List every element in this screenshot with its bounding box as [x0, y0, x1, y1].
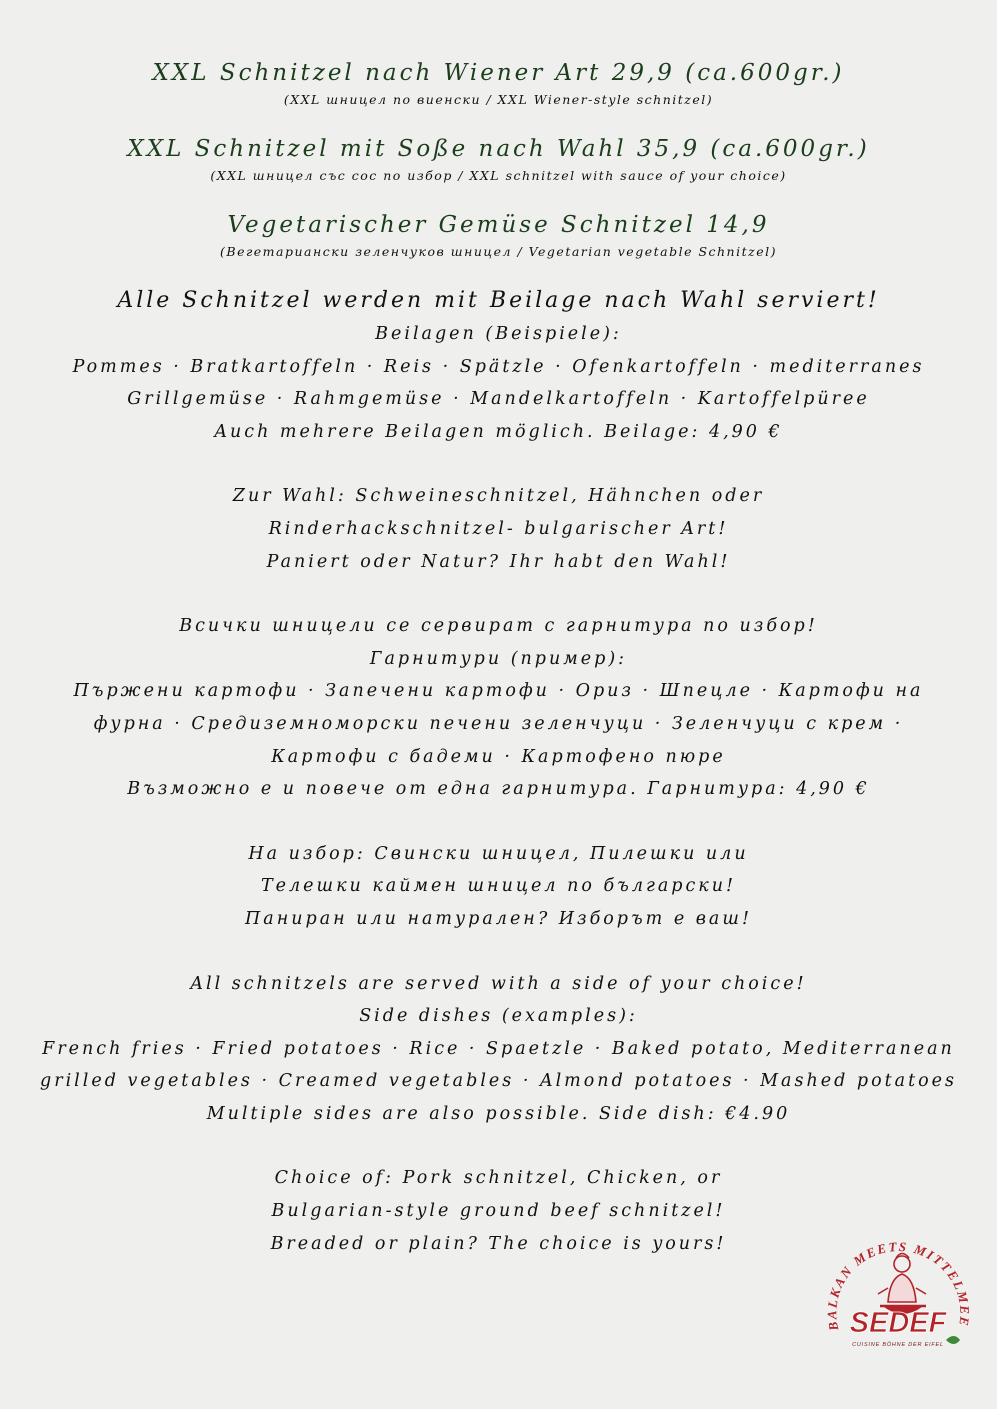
bulgarian-title: Всички шницели се сервират с гарнитура по избор! — [179, 616, 818, 637]
dish-item — [0, 56, 997, 110]
menu-page — [0, 56, 997, 1260]
english-sides-line: grilled vegetables · Creamed vegetables · Almond potatoes · Mashed potatoes — [40, 1071, 957, 1092]
english-choice-line: Choice of: Pork schnitzel, Chicken, or — [274, 1168, 723, 1189]
german-title: Alle Schnitzel werden mit Beilage nach Wahl serviert! — [117, 288, 880, 313]
bulgarian-sides-line: Пържени картофи · Запечени картофи · Ориз · Шпецле · Картофи на — [73, 681, 924, 702]
german-sides-heading: Beilagen (Beispiele): — [375, 324, 622, 344]
english-choice-line: Bulgarian-style ground beef schnitzel! — [271, 1201, 726, 1222]
german-choice-line: Rinderhackschnitzel- bulgarischer Art! — [268, 518, 729, 539]
bulgarian-sides-price: Възможно е и повече от една гарнитура. Гарнитура: 4,90 € — [127, 779, 870, 800]
german-sides-price: Auch mehrere Beilagen möglich. Beilage: 4,90 € — [214, 421, 783, 442]
english-sides-price: Multiple sides are also possible. Side dish: €4.90 — [206, 1103, 791, 1124]
german-choice-line: Paniert oder Natur? Ihr habt den Wahl! — [266, 551, 731, 572]
logo-tagline: CUISINE BÖHNE DER EIFEL — [852, 1342, 944, 1348]
bulgarian-choice-line: На избор: Свински шницел, Пилешки или — [248, 843, 749, 864]
logo-arc-text: BALKAN MEETS MITTELMEE — [824, 1238, 973, 1332]
english-sides-line: French fries · Fried potatoes · Rice · Spaetzle · Baked potato, Mediterranean — [42, 1038, 955, 1059]
german-sides-line: Grillgemüse · Rahmgemüse · Mandelkartoffeln · Kartoffelpüree — [127, 389, 870, 410]
english-title: All schnitzels are served with a side of your choice! — [190, 973, 807, 994]
german-section — [0, 284, 997, 578]
dish-item — [0, 132, 997, 186]
logo-graphic — [818, 1222, 978, 1372]
chef-illustration-icon — [878, 1254, 926, 1314]
logo-brand: SEDEF — [849, 1307, 947, 1339]
sedef-logo — [818, 1222, 978, 1372]
bulgarian-sides-heading: Гарнитури (пример): — [369, 648, 628, 669]
leaf-icon — [946, 1336, 960, 1344]
bulgarian-sides-line: Картофи с бадеми · Картофено пюре — [271, 746, 726, 767]
german-choice-line: Zur Wahl: Schweineschnitzel, Hähnchen oder — [232, 486, 765, 507]
german-sides-line: Pommes · Bratkartoffeln · Reis · Spätzle · Ofenkartoffeln · mediterranes — [72, 356, 925, 377]
bulgarian-sides-line: фурна · Средиземноморски печени зеленчуци · Зеленчуци с крем · — [93, 713, 904, 734]
dish-name: XXL Schnitzel nach Wiener Art 29,9 (ca.600gr.) — [152, 60, 845, 86]
english-sides-heading: Side dishes (examples): — [359, 1006, 638, 1027]
dish-item — [0, 208, 997, 262]
bulgarian-choice-line: Телешки каймен шницел по български! — [260, 876, 737, 897]
dish-name: Vegetarischer Gemüse Schnitzel 14,9 — [227, 212, 770, 238]
dish-name: XXL Schnitzel mit Soße nach Wahl 35,9 (ca.600gr.) — [127, 136, 870, 162]
dish-translation: (XXL шницел със сос по избор / XXL schnitzel with sauce of your choice) — [210, 168, 787, 183]
bulgarian-choice-line: Паниран или натурален? Изборът е ваш! — [245, 908, 752, 929]
dish-translation: (Вегетариански зеленчуков шницел / Vegetarian vegetable Schnitzel) — [220, 244, 777, 259]
dish-translation: (XXL шницел по виенски / XXL Wiener-style schnitzel) — [283, 92, 714, 107]
bulgarian-section — [0, 610, 997, 935]
english-section — [0, 968, 997, 1261]
english-choice-line: Breaded or plain? The choice is yours! — [270, 1233, 727, 1254]
